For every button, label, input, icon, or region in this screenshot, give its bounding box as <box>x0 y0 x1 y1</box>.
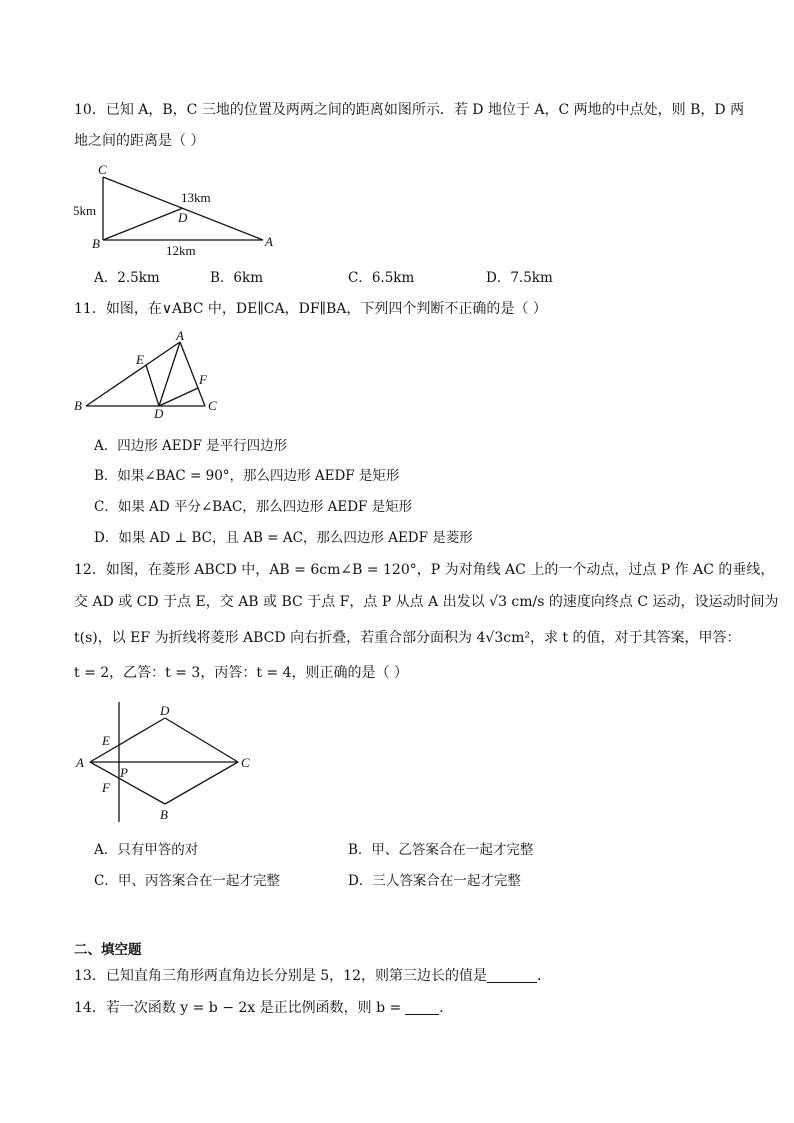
q10-stem-line-2: 地之间的距离是（ ） <box>74 133 205 149</box>
q12-rhombus-figure <box>70 700 270 825</box>
point-label-b: B <box>92 236 100 251</box>
segment-dc <box>165 718 238 762</box>
q14-answer-blank[interactable] <box>405 1000 439 1015</box>
point-label-p: P <box>120 765 128 780</box>
segment-bd <box>103 208 183 240</box>
q11-option-b: B．如果∠BAC = 90°，那么四边形 AEDF 是矩形 <box>94 468 400 484</box>
q14-text: 14．若一次函数 y = b − 2x 是正比例函数，则 b = <box>74 1000 402 1016</box>
q10-option-d: D．7.5km <box>486 270 553 286</box>
q10-option-b: B．6km <box>210 270 263 286</box>
q13-line <box>74 966 551 986</box>
segment-ba <box>86 342 180 406</box>
segment-cb <box>165 762 238 804</box>
segment-df <box>159 388 198 406</box>
length-label-bc: 5km <box>73 203 97 218</box>
q11-triangle-figure <box>70 330 240 420</box>
q12-option-d: D．三人答案合在一起才完整 <box>348 873 521 889</box>
point-label-a: A <box>76 755 84 770</box>
point-label-e: E <box>102 733 110 748</box>
length-label-ab: 12km <box>166 243 196 258</box>
point-label-c: C <box>241 755 250 770</box>
point-label-d: D <box>154 406 164 421</box>
point-label-a: A <box>176 328 184 343</box>
q14-line <box>74 998 453 1018</box>
q12-stem-line-1: 12．如图，在菱形 ABCD 中，AB = 6cm∠B = 120°，P 为对角线 AC 上的一个动点，过点 P 作 AC 的垂线， <box>74 562 775 578</box>
q10-option-c: C．6.5km <box>348 270 415 286</box>
q10-stem-line-1: 10．已知 A，B，C 三地的位置及两两之间的距离如图所示．若 D 地位于 A，C 两地的中点处，则 B，D 两 <box>74 102 745 118</box>
q12-option-c: C．甲、丙答案合在一起才完整 <box>94 873 280 889</box>
q10-triangle-figure <box>70 160 290 260</box>
point-label-b: B <box>74 398 82 413</box>
q12-stem-line-4: t = 2，乙答：t = 3，丙答：t = 4，则正确的是（ ） <box>74 665 408 681</box>
q10-option-a: A．2.5km <box>94 270 160 286</box>
q11-option-d: D．如果 AD ⊥ BC，且 AB = AC，那么四边形 AEDF 是菱形 <box>94 530 473 546</box>
q11-option-a: A．四边形 AEDF 是平行四边形 <box>94 438 288 454</box>
segment-ad <box>159 342 180 406</box>
point-label-f: F <box>199 372 207 387</box>
segment-de <box>146 365 159 406</box>
q12-option-b: B．甲、乙答案合在一起才完整 <box>348 842 534 858</box>
point-label-f: F <box>102 780 110 795</box>
section-title-fill-blank: 二、填空题 <box>74 942 142 958</box>
q13-end: ． <box>537 968 551 984</box>
point-label-a: A <box>265 234 273 249</box>
q13-answer-blank[interactable] <box>487 968 537 983</box>
point-label-c: C <box>208 398 217 413</box>
point-label-b: B <box>160 807 168 822</box>
length-label-ca: 13km <box>181 190 211 205</box>
point-label-d: D <box>178 210 188 225</box>
point-label-e: E <box>136 352 144 367</box>
q12-stem-line-3: t(s)，以 EF 为折线将菱形 ABCD 向右折叠，若重合部分面积为 4√3cm²，求 t 的值，对于其答案，甲答： <box>74 630 741 646</box>
q12-option-a: A．只有甲答的对 <box>94 842 199 858</box>
point-label-c: C <box>98 162 107 177</box>
point-label-d: D <box>160 703 170 718</box>
q14-end: ． <box>439 1000 454 1016</box>
q11-stem: 11．如图，在∨ABC 中，DE∥CA，DF∥BA，下列四个判断不正确的是（ ） <box>74 301 547 317</box>
q11-option-c: C．如果 AD 平分∠BAC，那么四边形 AEDF 是矩形 <box>94 499 413 515</box>
q13-text: 13．已知直角三角形两直角边长分别是 5，12，则第三边长的值是 <box>74 968 487 984</box>
q12-stem-line-2: 交 AD 或 CD 于点 E，交 AB 或 BC 于点 F，点 P 从点 A 出发以 √3 cm/s 的速度向终点 C 运动，设运动时间为 <box>74 594 779 610</box>
